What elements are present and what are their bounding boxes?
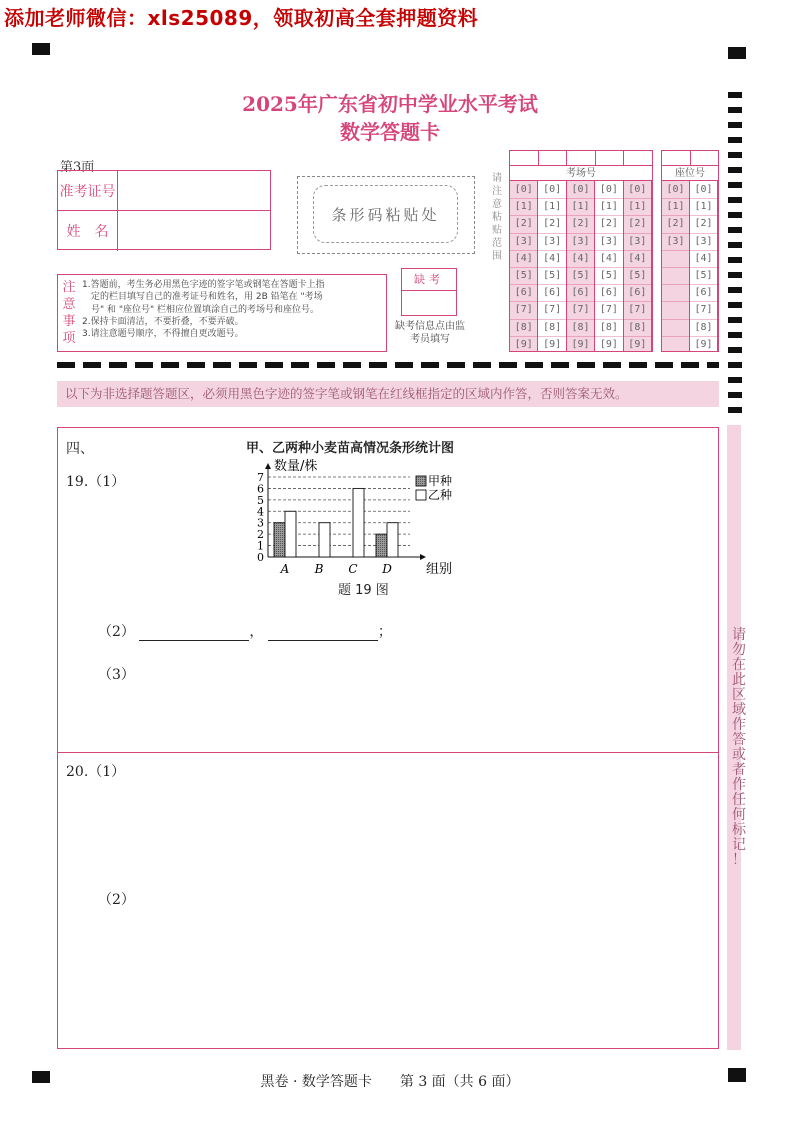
digit-bubble[interactable]: [3] xyxy=(514,235,533,247)
timing-mark xyxy=(728,272,742,278)
timing-mark xyxy=(728,167,742,173)
notice-box xyxy=(57,274,387,352)
strip-char: 区 xyxy=(732,687,746,703)
digit-bubble[interactable]: [9] xyxy=(694,338,713,350)
q19-part2-line xyxy=(98,621,392,641)
exam-room-grid xyxy=(509,150,653,352)
digit-bubble[interactable]: [2] xyxy=(628,218,647,230)
seat-label: 座位号 xyxy=(662,166,718,181)
strip-char: 答 xyxy=(732,732,746,748)
seat-write-cells xyxy=(662,151,718,166)
digit-bubble[interactable]: [4] xyxy=(628,252,647,264)
digit-bubble[interactable]: [7] xyxy=(628,304,647,316)
bar-yi xyxy=(319,523,330,557)
y-axis-title: 数量/株 xyxy=(274,459,318,474)
chart-title: 甲、乙两种小麦苗高情况条形统计图 xyxy=(246,441,455,456)
grid-row-line xyxy=(510,250,652,251)
q19-part2-blank-1[interactable] xyxy=(139,627,249,641)
x-tick-label: D xyxy=(382,562,392,576)
notice-line: 定的栏目填写自己的准考证号和姓名，用 2B 铅笔在 "考场 xyxy=(91,292,323,303)
card-title: 数学答题卡 xyxy=(340,120,440,144)
exam-room-bubble-columns xyxy=(510,181,652,351)
digit-bubble[interactable]: [0] xyxy=(543,184,562,195)
digit-bubble[interactable]: [9] xyxy=(571,338,590,350)
paste-note-char: 贴 xyxy=(492,225,502,236)
x-axis-arrow xyxy=(420,554,426,560)
digit-bubble[interactable]: [9] xyxy=(543,338,562,350)
digit-bubble[interactable]: [0] xyxy=(628,184,647,195)
digit-bubble[interactable]: [5] xyxy=(543,270,562,281)
digit-bubble[interactable]: [8] xyxy=(599,321,618,333)
grid-row-line xyxy=(662,215,718,216)
strip-char: 或 xyxy=(732,747,746,763)
legend-swatch xyxy=(416,476,426,486)
x-axis-title: 组别 xyxy=(426,562,453,577)
q20-part1-label: 20.（1） xyxy=(66,764,126,780)
digit-bubble[interactable]: [1] xyxy=(599,201,618,213)
grid-row-line xyxy=(662,233,718,234)
digit-bubble[interactable]: [1] xyxy=(694,201,713,213)
timing-mark xyxy=(728,392,742,398)
section-label: 四、 xyxy=(66,441,94,457)
digit-bubble[interactable]: [4] xyxy=(514,252,533,264)
digit-bubble[interactable]: [3] xyxy=(694,235,713,247)
watermark-text: 添加老师微信：xls25089，领取初高全套押题资料 xyxy=(4,6,479,30)
grid-row-line xyxy=(510,336,652,337)
strip-char: 何 xyxy=(732,807,746,823)
strip-char: 作 xyxy=(732,777,746,793)
digit-bubble[interactable]: [7] xyxy=(694,304,713,316)
y-tick-label: 5 xyxy=(257,493,264,507)
q19-part3-label: （3） xyxy=(98,667,135,683)
grid-row-line xyxy=(662,284,718,285)
strip-char: 此 xyxy=(732,672,746,688)
q19-part2-label: （2） xyxy=(98,624,135,640)
digit-bubble[interactable]: [9] xyxy=(514,338,533,350)
digit-bubble[interactable]: [5] xyxy=(694,270,713,281)
seat-write-cell[interactable] xyxy=(691,151,719,165)
seat-column xyxy=(662,181,690,351)
exam-room-write-cell[interactable] xyxy=(624,151,652,165)
notice-label xyxy=(61,279,77,347)
exam-title: 2025年广东省初中学业水平考试 xyxy=(242,92,538,116)
strip-char: 作 xyxy=(732,717,746,733)
instruction-banner: 以下为非选择题答题区，必须用黑色字迹的签字笔或钢笔在红线框指定的区域内作答，否则答案无效。 xyxy=(57,381,719,407)
digit-bubble[interactable]: [7] xyxy=(514,304,533,316)
y-tick-label: 1 xyxy=(257,539,264,553)
legend-label: 甲种 xyxy=(428,474,453,488)
timing-mark xyxy=(728,302,742,308)
digit-bubble[interactable]: [7] xyxy=(571,304,590,316)
digit-bubble[interactable]: [8] xyxy=(628,321,647,333)
q19-part2-comma: ， xyxy=(249,624,264,640)
candidate-info-table xyxy=(57,170,271,250)
y-tick-label: 2 xyxy=(257,528,264,542)
absent-label: 缺考 xyxy=(402,269,456,291)
digit-bubble[interactable]: [8] xyxy=(571,321,590,333)
digit-bubble[interactable]: [2] xyxy=(694,218,713,230)
bar-chart xyxy=(240,455,460,595)
x-tick-label: C xyxy=(348,562,358,576)
digit-bubble[interactable]: [0] xyxy=(694,184,713,195)
strip-char: 任 xyxy=(732,792,746,808)
exam-room-column xyxy=(510,181,538,351)
grid-row-line xyxy=(510,233,652,234)
digit-bubble[interactable]: [1] xyxy=(666,201,685,213)
grid-row-line xyxy=(662,198,718,199)
exam-room-label: 考场号 xyxy=(510,166,652,181)
grid-row-line xyxy=(510,301,652,302)
digit-bubble[interactable]: [3] xyxy=(571,235,590,247)
strip-char: 请 xyxy=(732,627,746,643)
digit-bubble[interactable]: [4] xyxy=(694,252,713,264)
digit-bubble[interactable]: [1] xyxy=(514,201,533,213)
paste-note-char: 范 xyxy=(492,238,502,249)
absent-box xyxy=(401,268,457,316)
digit-bubble[interactable]: [0] xyxy=(571,184,590,195)
digit-bubble[interactable]: [7] xyxy=(543,304,562,316)
y-tick-label: 0 xyxy=(257,551,264,564)
digit-bubble[interactable]: [8] xyxy=(514,321,533,333)
digit-bubble[interactable]: [1] xyxy=(571,201,590,213)
grid-row-line xyxy=(510,284,652,285)
strip-char: 标 xyxy=(732,822,746,838)
grid-row-line xyxy=(510,215,652,216)
digit-bubble[interactable]: [3] xyxy=(543,235,562,247)
y-tick-label: 6 xyxy=(257,482,264,496)
x-tick-label: B xyxy=(314,562,324,576)
name-label: 姓 名 xyxy=(58,211,118,251)
timing-mark xyxy=(728,182,742,188)
digit-bubble[interactable]: [2] xyxy=(543,218,562,230)
timing-mark xyxy=(728,197,742,203)
grid-row-line xyxy=(662,301,718,302)
strip-char: 者 xyxy=(732,762,746,778)
digit-bubble[interactable]: [1] xyxy=(628,201,647,213)
strip-char: 记 xyxy=(732,837,746,853)
page-side-label: 第3面 xyxy=(60,160,95,175)
digit-bubble[interactable]: [5] xyxy=(514,270,533,281)
question-divider xyxy=(57,752,719,753)
y-axis-arrow xyxy=(265,463,271,469)
digit-bubble[interactable]: [3] xyxy=(628,235,647,247)
digit-bubble[interactable]: [2] xyxy=(514,218,533,230)
digit-bubble[interactable]: [4] xyxy=(571,252,590,264)
bar-yi xyxy=(285,511,296,557)
grid-row-line xyxy=(662,267,718,268)
exam-room-column xyxy=(567,181,595,351)
digit-bubble[interactable]: [3] xyxy=(666,235,685,247)
digit-bubble[interactable]: [8] xyxy=(543,321,562,333)
exam-room-write-cell[interactable] xyxy=(567,151,596,165)
digit-bubble[interactable]: [9] xyxy=(599,338,618,350)
timing-mark xyxy=(728,377,742,383)
digit-bubble[interactable]: [2] xyxy=(571,218,590,230)
legend-label: 乙种 xyxy=(428,488,453,502)
digit-bubble[interactable]: [0] xyxy=(666,184,685,195)
grid-row-line xyxy=(510,198,652,199)
digit-bubble[interactable]: [0] xyxy=(514,184,533,195)
timing-mark xyxy=(728,347,742,353)
digit-bubble[interactable]: [6] xyxy=(628,287,647,299)
timing-mark xyxy=(728,317,742,323)
notice-line: 3.请注意题号顺序，不得擅自更改题号。 xyxy=(82,329,244,340)
seat-write-cell[interactable] xyxy=(662,151,691,165)
exam-room-column xyxy=(624,181,652,351)
digit-bubble[interactable]: [0] xyxy=(599,184,618,195)
exam-number-row[interactable] xyxy=(58,171,270,211)
notice-label-char: 注 xyxy=(62,280,76,295)
page-footer: 黑卷 · 数学答题卡 第 3 面（共 6 面） xyxy=(260,1074,520,1090)
absent-fill-cell[interactable] xyxy=(402,291,456,315)
seat-column xyxy=(690,181,718,351)
exam-room-write-cells xyxy=(510,151,652,166)
grid-row-line xyxy=(662,250,718,251)
digit-bubble[interactable]: [3] xyxy=(599,235,618,247)
timing-mark xyxy=(728,407,742,413)
legend-swatch xyxy=(416,490,426,500)
seat-bubble-columns xyxy=(662,181,718,351)
corner-mark-top-right xyxy=(728,47,746,59)
notice-label-char: 意 xyxy=(62,297,76,312)
bar-yi xyxy=(387,523,398,557)
q19-part2-blank-2[interactable] xyxy=(268,627,378,641)
grid-row-line xyxy=(510,319,652,320)
q19-part1-label: 19.（1） xyxy=(66,474,126,490)
bar-yi xyxy=(353,488,364,557)
bar-jia xyxy=(274,523,285,557)
digit-bubble[interactable]: [2] xyxy=(599,218,618,230)
notice-label-char: 事 xyxy=(62,314,76,329)
timing-mark xyxy=(728,212,742,218)
grid-row-line xyxy=(510,267,652,268)
notice-line: 1.答题前，考生务必用黑色字迹的签字笔或钢笔在答题卡上指 xyxy=(82,280,325,290)
digit-bubble[interactable]: [6] xyxy=(543,287,562,299)
digit-bubble[interactable]: [6] xyxy=(571,287,590,299)
paste-note-char: 围 xyxy=(492,251,502,262)
notice-label-char: 项 xyxy=(62,331,76,346)
q19-part2-end: ； xyxy=(377,624,392,640)
exam-room-column xyxy=(595,181,623,351)
digit-bubble[interactable]: [8] xyxy=(694,321,713,333)
timing-mark xyxy=(728,152,742,158)
grid-row-line xyxy=(662,319,718,320)
paste-note-char: 意 xyxy=(492,199,502,210)
digit-bubble[interactable]: [9] xyxy=(628,338,647,350)
timing-mark xyxy=(728,362,742,368)
seat-grid xyxy=(661,150,719,352)
barcode-area xyxy=(297,176,475,254)
exam-room-write-cell[interactable] xyxy=(539,151,568,165)
digit-bubble[interactable]: [5] xyxy=(571,270,590,281)
digit-bubble[interactable]: [5] xyxy=(599,270,618,281)
exam-room-column xyxy=(538,181,566,351)
q20-part2-label: （2） xyxy=(98,892,135,908)
exam-room-write-cell[interactable] xyxy=(510,151,539,165)
paste-note-char: 请 xyxy=(492,173,502,184)
strip-char: 在 xyxy=(732,657,746,673)
strip-char: 域 xyxy=(732,702,746,718)
digit-bubble[interactable]: [6] xyxy=(599,287,618,299)
timing-mark xyxy=(728,332,742,338)
timing-mark xyxy=(728,227,742,233)
y-tick-label: 4 xyxy=(257,505,264,519)
bar-jia xyxy=(376,534,387,557)
grid-row-line xyxy=(662,336,718,337)
digit-bubble[interactable]: [4] xyxy=(543,252,562,264)
corner-mark-top-left xyxy=(32,43,50,55)
digit-bubble[interactable]: [6] xyxy=(514,287,533,299)
digit-bubble[interactable]: [2] xyxy=(666,218,685,230)
barcode-label: 条形码粘贴处 xyxy=(313,185,458,243)
notice-line: 号" 和 "座位号" 栏相应位置填涂自己的考场号和座位号。 xyxy=(91,304,320,315)
timing-mark xyxy=(728,257,742,263)
paste-note-char: 注 xyxy=(492,186,502,197)
chart-caption: 题 19 图 xyxy=(338,583,389,598)
exam-number-label: 准考证号 xyxy=(58,171,118,210)
x-tick-label: A xyxy=(280,562,290,576)
paste-note-char: 粘 xyxy=(492,212,502,223)
absent-note: 缺考信息点由监考员填写 xyxy=(395,321,465,345)
name-row[interactable] xyxy=(58,211,270,251)
digit-bubble[interactable]: [4] xyxy=(599,252,618,264)
strip-char: 勿 xyxy=(732,642,746,658)
digit-bubble[interactable]: [7] xyxy=(599,304,618,316)
digit-bubble[interactable]: [5] xyxy=(628,270,647,281)
separator-dashes xyxy=(57,362,719,368)
no-write-strip-text xyxy=(731,628,747,868)
notice-line: 2.保持卡面清洁，不要折叠，不要弄破。 xyxy=(82,316,244,327)
digit-bubble[interactable]: [6] xyxy=(694,287,713,299)
paste-range-note xyxy=(490,172,504,263)
y-tick-label: 7 xyxy=(257,471,264,484)
digit-bubble[interactable]: [1] xyxy=(543,201,562,213)
strip-char: ！ xyxy=(732,852,746,868)
timing-mark xyxy=(728,242,742,248)
y-tick-label: 3 xyxy=(257,516,264,530)
notice-text xyxy=(82,279,382,340)
timing-mark xyxy=(728,287,742,293)
exam-room-write-cell[interactable] xyxy=(596,151,625,165)
